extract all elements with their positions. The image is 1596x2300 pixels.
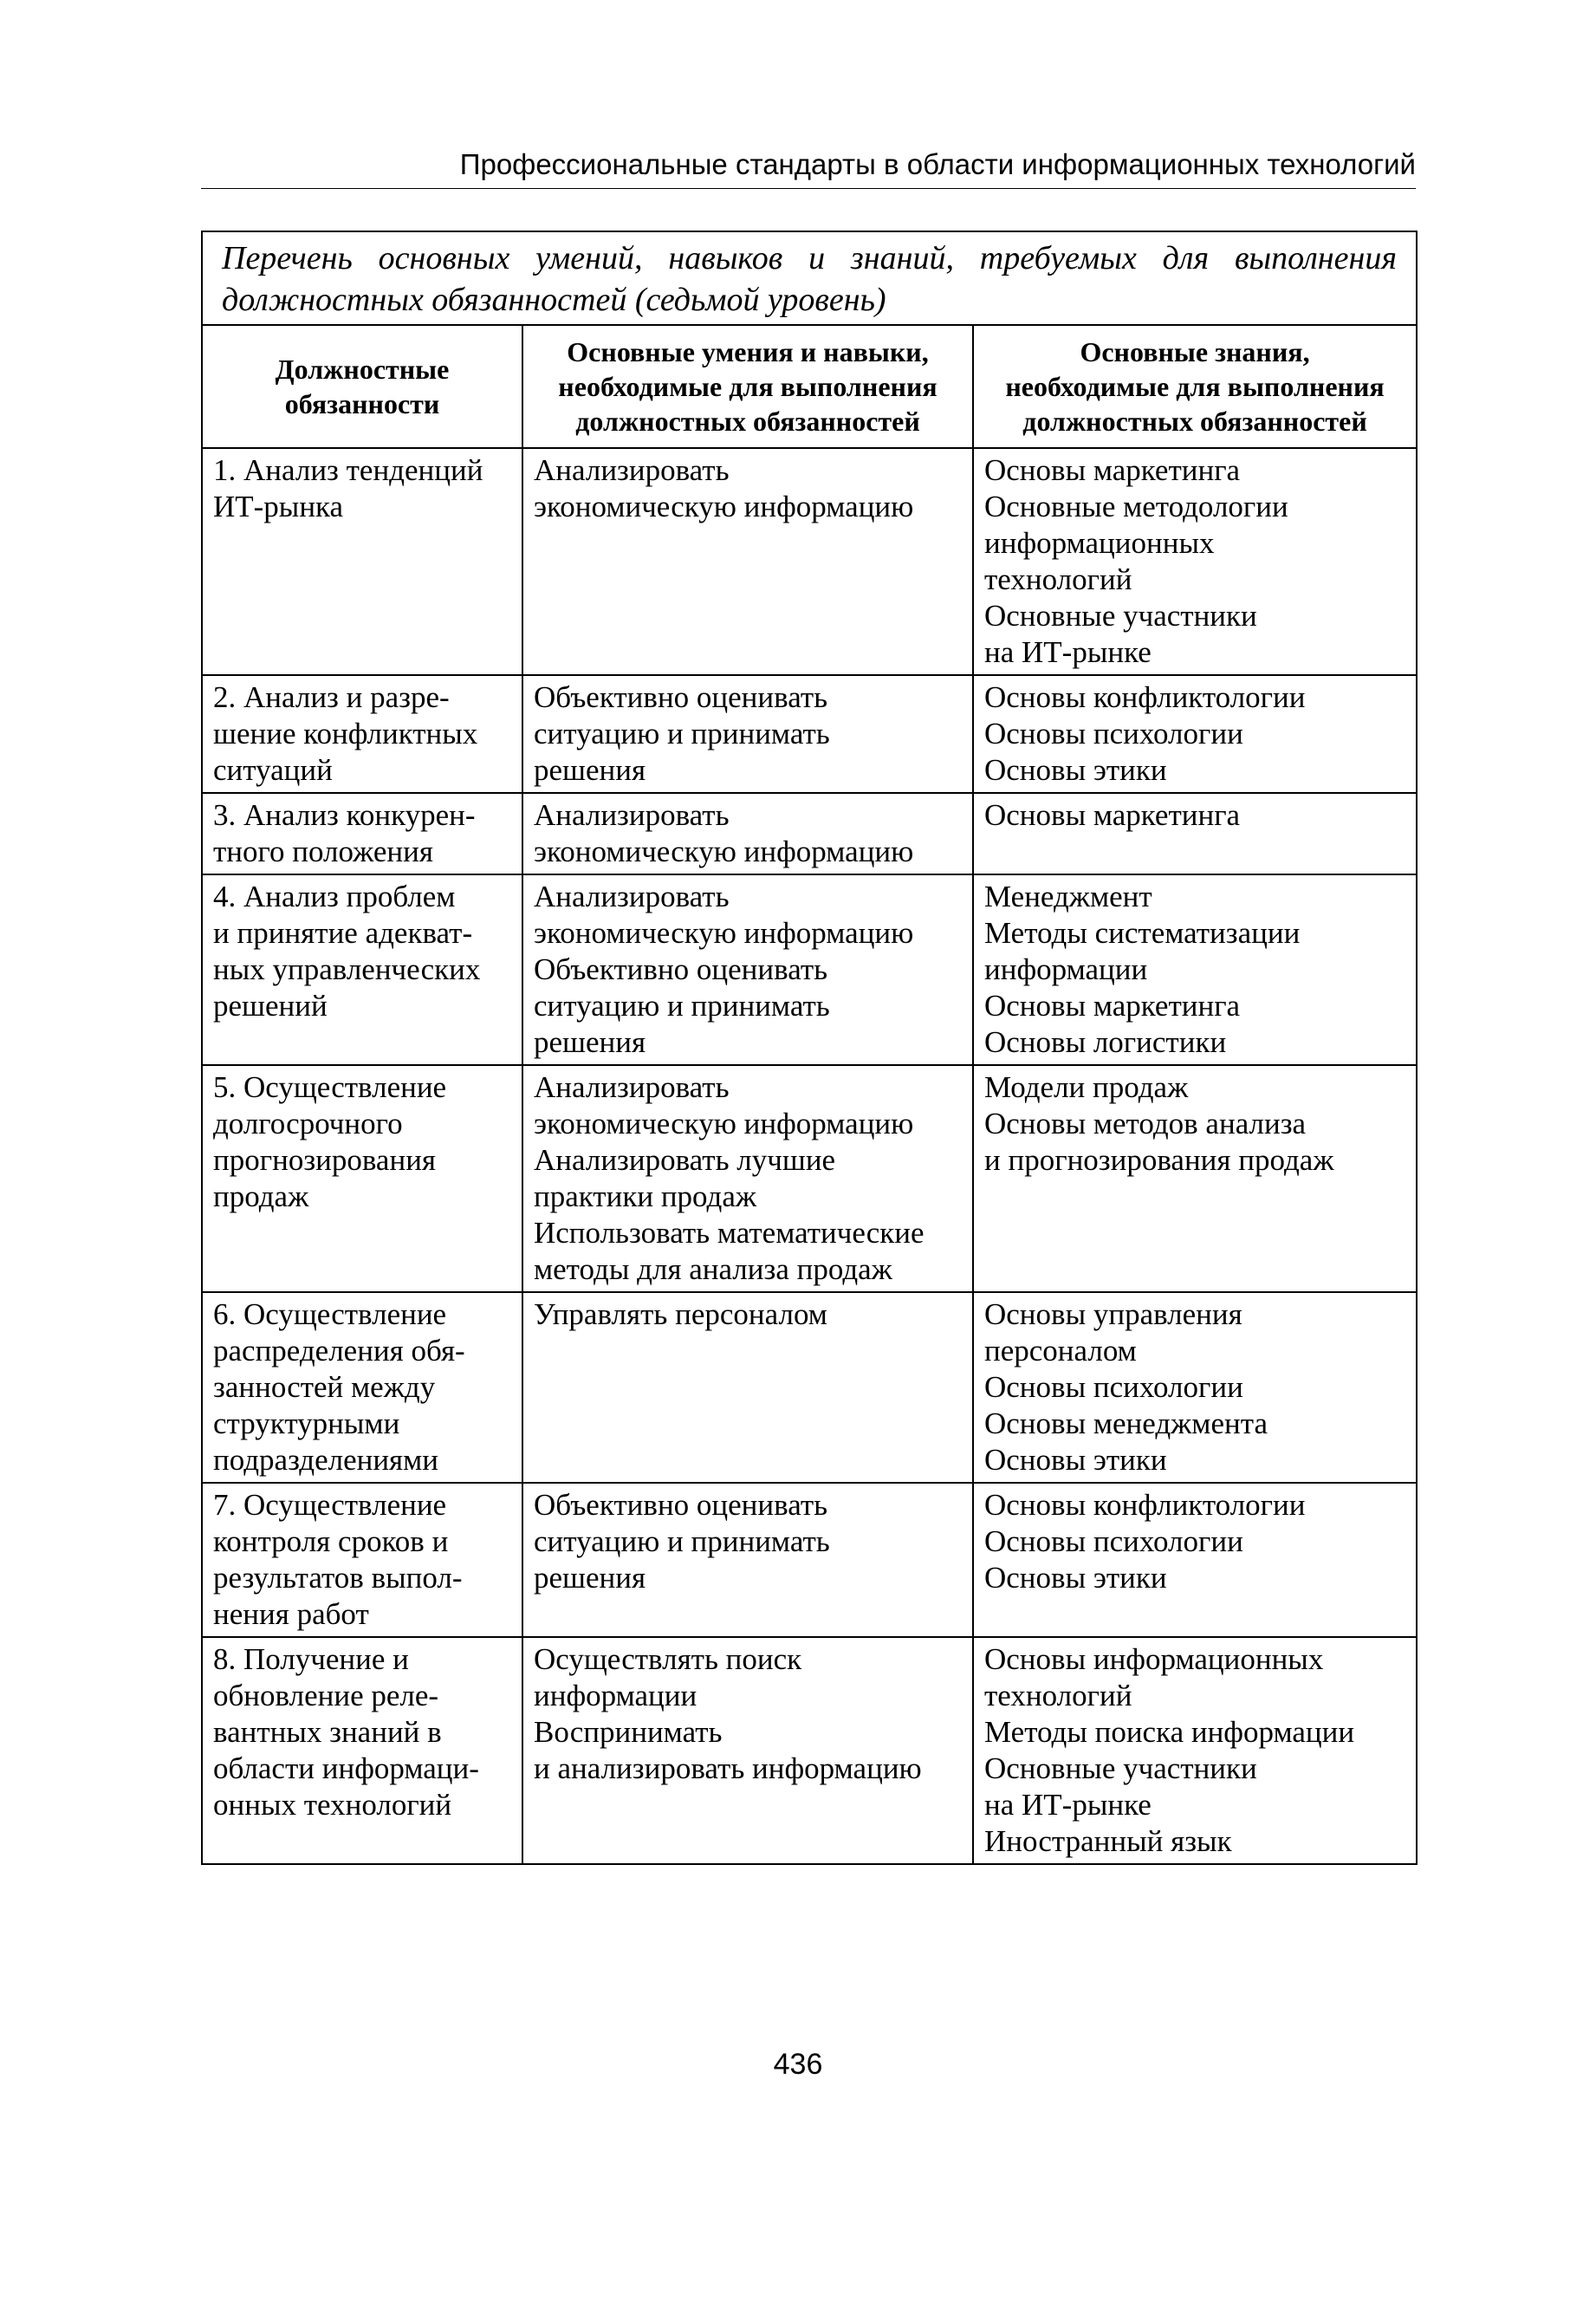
cell-line: долгосрочного — [213, 1107, 403, 1140]
duty-cell — [202, 1292, 522, 1483]
table-header-row — [202, 325, 1417, 448]
cell-line: Объективно оценивать — [534, 952, 828, 986]
cell-line: решения — [534, 753, 646, 787]
cell-line: Основные участники — [984, 599, 1257, 633]
cell-line: обновление реле- — [213, 1679, 439, 1712]
running-header: Профессиональные стандарты в области информационных технологий — [459, 148, 1416, 180]
cell-line: Основы психологии — [984, 717, 1243, 750]
header-rule — [201, 188, 1416, 189]
cell-line: ситуацию и принимать — [534, 717, 830, 750]
knowledge-cell — [973, 1292, 1417, 1483]
cell-line: подразделениями — [213, 1443, 439, 1477]
competency-table — [201, 231, 1418, 1865]
cell-line: результатов выпол- — [213, 1561, 463, 1595]
cell-line: и прогнозирования продаж — [984, 1143, 1334, 1177]
header-knowledge — [973, 325, 1417, 448]
cell-line: Анализировать лучшие — [534, 1143, 836, 1177]
cell-line: 6. Осуществление — [213, 1297, 447, 1331]
cell-line: персоналом — [984, 1334, 1137, 1368]
cell-line: Основы методов анализа — [984, 1107, 1307, 1140]
cell-line: экономическую информацию — [534, 1107, 914, 1140]
cell-line: Основы конфликтологии — [984, 1488, 1306, 1522]
cell-line: экономическую информацию — [534, 916, 914, 950]
cell-line: Основы этики — [984, 1443, 1167, 1477]
table-row — [202, 1483, 1417, 1637]
cell-line: Анализировать — [534, 798, 730, 832]
cell-line: Анализировать — [534, 453, 730, 487]
cell-line: Менеджмент — [984, 880, 1152, 913]
cell-line: Управлять персоналом — [534, 1297, 827, 1331]
cell-line: технологий — [984, 562, 1132, 596]
table-row — [202, 1637, 1417, 1864]
knowledge-cell — [973, 1065, 1417, 1292]
header-line: Должностные — [275, 354, 450, 385]
cell-line: на ИТ-рынке — [984, 1788, 1152, 1822]
cell-line: контроля сроков и — [213, 1524, 449, 1558]
cell-line: ситуаций — [213, 753, 333, 787]
cell-line: 3. Анализ конкурен- — [213, 798, 476, 832]
cell-line: Основы этики — [984, 1561, 1167, 1595]
cell-line: ситуацию и принимать — [534, 1524, 830, 1558]
cell-line: Основы этики — [984, 753, 1167, 787]
knowledge-cell — [973, 874, 1417, 1065]
cell-line: продаж — [213, 1179, 309, 1213]
cell-line: Объективно оценивать — [534, 1488, 828, 1522]
cell-line: Иностранный язык — [984, 1824, 1232, 1858]
table-row — [202, 793, 1417, 874]
cell-line: занностей между — [213, 1370, 436, 1404]
cell-line: 5. Осуществление — [213, 1070, 447, 1104]
cell-line: технологий — [984, 1679, 1132, 1712]
duty-cell — [202, 675, 522, 793]
cell-line: Основные участники — [984, 1751, 1257, 1785]
table-row — [202, 874, 1417, 1065]
header-line: должностных обязанностей — [1022, 406, 1367, 437]
cell-line: ИТ-рынка — [213, 490, 344, 523]
cell-line: Основы информационных — [984, 1642, 1324, 1676]
cell-line: практики продаж — [534, 1179, 757, 1213]
cell-line: структурными — [213, 1407, 400, 1440]
cell-line: Основы психологии — [984, 1524, 1243, 1558]
cell-line: информации — [984, 952, 1148, 986]
cell-line: Методы систематизации — [984, 916, 1301, 950]
cell-line: Основы маркетинга — [984, 798, 1241, 832]
cell-line: Осуществлять поиск — [534, 1642, 802, 1676]
cell-line: нения работ — [213, 1597, 369, 1631]
header-duties — [202, 325, 522, 448]
cell-line: Основы логистики — [984, 1025, 1227, 1059]
table-row — [202, 1065, 1417, 1292]
cell-line: информационных — [984, 526, 1215, 560]
header-line: должностных обязанностей — [575, 406, 920, 437]
cell-line: прогнозирования — [213, 1143, 437, 1177]
knowledge-cell — [973, 1637, 1417, 1864]
cell-line: 8. Получение и — [213, 1642, 409, 1676]
page-number: 436 — [773, 2048, 823, 2081]
cell-line: Основы управления — [984, 1297, 1242, 1331]
skills-cell — [522, 1637, 973, 1864]
cell-line: решения — [534, 1025, 646, 1059]
duty-cell — [202, 1065, 522, 1292]
duty-cell — [202, 448, 522, 675]
skills-cell — [522, 675, 973, 793]
cell-line: решений — [213, 989, 328, 1023]
cell-line: Основы конфликтологии — [984, 680, 1306, 714]
header-line: необходимые для выполнения — [558, 371, 937, 402]
cell-line: Основы менеджмента — [984, 1407, 1268, 1440]
cell-line: Основы психологии — [984, 1370, 1243, 1404]
knowledge-cell — [973, 793, 1417, 874]
cell-line: 2. Анализ и разре- — [213, 680, 450, 714]
cell-line: Методы поиска информации — [984, 1715, 1355, 1749]
cell-line: Основы маркетинга — [984, 989, 1241, 1023]
cell-line: экономическую информацию — [534, 835, 914, 868]
cell-line: тного положения — [213, 835, 433, 868]
cell-line: Анализировать — [534, 880, 730, 913]
cell-line: ситуацию и принимать — [534, 989, 830, 1023]
cell-line: методы для анализа продаж — [534, 1252, 892, 1286]
cell-line: Основные методологии — [984, 490, 1288, 523]
cell-line: Анализировать — [534, 1070, 730, 1104]
cell-line: ных управленческих — [213, 952, 481, 986]
table-caption: Перечень основных умений, навыков и знаний, требуемых для выполнения должностных обязанностей (седьмой уровень) — [202, 231, 1417, 325]
header-skills — [522, 325, 973, 448]
skills-cell — [522, 793, 973, 874]
table-caption-row — [202, 231, 1417, 325]
cell-line: на ИТ-рынке — [984, 635, 1152, 669]
cell-line: распределения обя- — [213, 1334, 465, 1368]
header-line: Основные умения и навыки, — [567, 336, 929, 367]
cell-line: и принятие адекват- — [213, 916, 473, 950]
table-row — [202, 1292, 1417, 1483]
cell-line: Воспринимать — [534, 1715, 723, 1749]
cell-line: Объективно оценивать — [534, 680, 828, 714]
cell-line: области информаци- — [213, 1751, 479, 1785]
header-line: необходимые для выполнения — [1005, 371, 1385, 402]
cell-line: онных технологий — [213, 1788, 452, 1822]
cell-line: информации — [534, 1679, 697, 1712]
duty-cell — [202, 874, 522, 1065]
skills-cell — [522, 1065, 973, 1292]
duty-cell — [202, 1637, 522, 1864]
skills-cell — [522, 1292, 973, 1483]
knowledge-cell — [973, 448, 1417, 675]
cell-line: Основы маркетинга — [984, 453, 1241, 487]
cell-line: 7. Осуществление — [213, 1488, 447, 1522]
cell-line: экономическую информацию — [534, 490, 914, 523]
cell-line: вантных знаний в — [213, 1715, 442, 1749]
table-row — [202, 448, 1417, 675]
cell-line: 1. Анализ тенденций — [213, 453, 483, 487]
cell-line: решения — [534, 1561, 646, 1595]
skills-cell — [522, 448, 973, 675]
header-line: обязанности — [284, 388, 440, 419]
cell-line: шение конфликтных — [213, 717, 478, 750]
cell-line: Использовать математические — [534, 1216, 925, 1250]
table-row — [202, 675, 1417, 793]
skills-cell — [522, 1483, 973, 1637]
knowledge-cell — [973, 1483, 1417, 1637]
duty-cell — [202, 793, 522, 874]
header-line: Основные знания, — [1080, 336, 1310, 367]
duty-cell — [202, 1483, 522, 1637]
cell-line: Модели продаж — [984, 1070, 1189, 1104]
knowledge-cell — [973, 675, 1417, 793]
cell-line: и анализировать информацию — [534, 1751, 922, 1785]
cell-line: 4. Анализ проблем — [213, 880, 456, 913]
skills-cell — [522, 874, 973, 1065]
